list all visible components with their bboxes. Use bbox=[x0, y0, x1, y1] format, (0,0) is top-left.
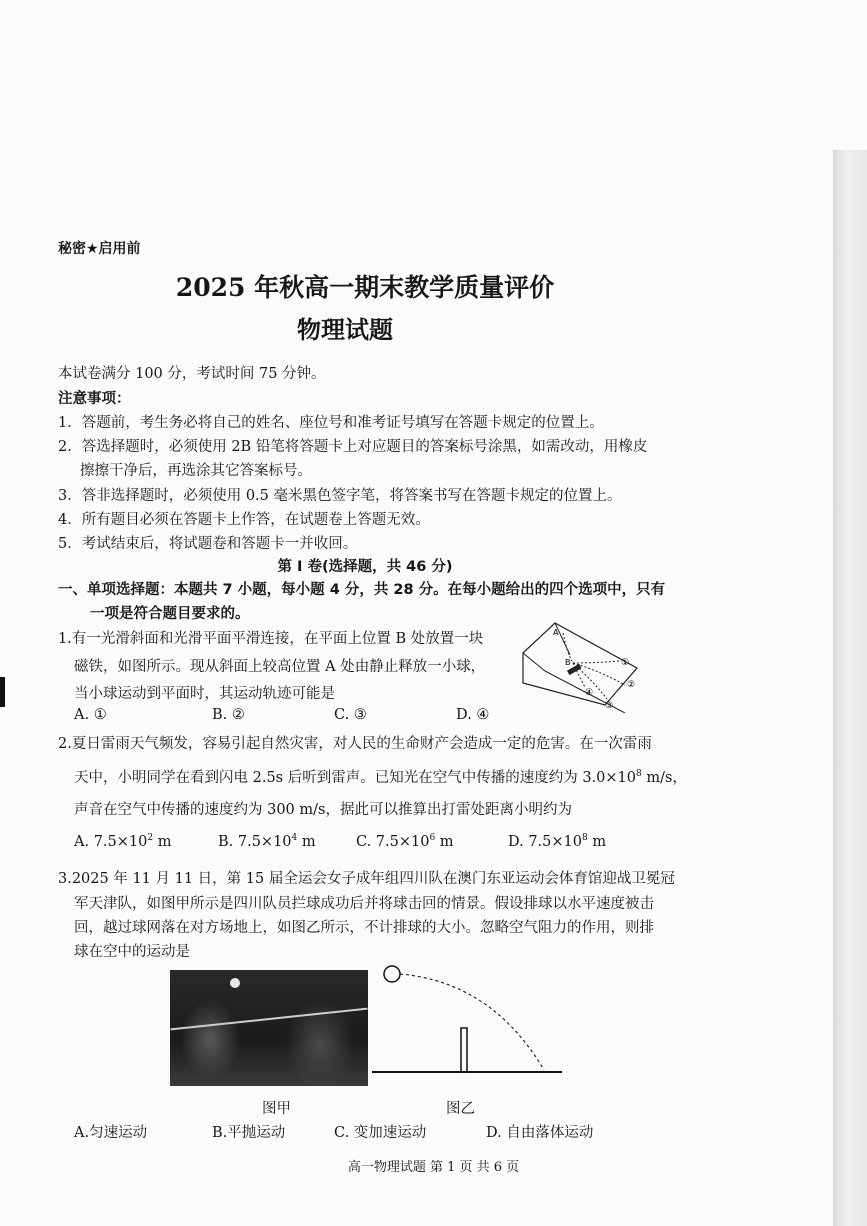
fig-a-caption: 图甲 bbox=[262, 1101, 291, 1117]
notice-item: 2．答选择题时，必须使用 2B 铅笔将答题卡上对应题目的答案标号涂黑，如需改动，用橡皮 bbox=[58, 439, 648, 455]
q1-option-d: D. ④ bbox=[456, 707, 490, 723]
q1-stem: 磁铁，如图所示。现从斜面上较高位置 A 处由静止释放一小球， bbox=[74, 659, 486, 675]
q1-incline-figure bbox=[515, 613, 645, 713]
exam-subtitle: 物理试题 bbox=[297, 315, 393, 344]
q2-option-a-unit: m bbox=[153, 833, 172, 850]
fig-b-caption: 图乙 bbox=[446, 1101, 475, 1117]
section-title: 第 I 卷(选择题，共 46 分) bbox=[277, 559, 453, 575]
volleyball-photo bbox=[170, 970, 368, 1086]
q2-option-c-unit: m bbox=[435, 833, 454, 850]
q2-option-b-unit: m bbox=[297, 833, 316, 850]
q3-stem: 军天津队，如图甲所示是四川队员拦球成功后并将球击回的情景。假设排球以水平速度被击 bbox=[74, 896, 654, 912]
q3-stem: 回，越过球网落在对方场地上，如图乙所示，不计排球的大小。忽略空气阻力的作用，则排 bbox=[74, 920, 654, 936]
q3-option-b: B.平抛运动 bbox=[212, 1125, 286, 1141]
net-line bbox=[170, 1008, 367, 1031]
q2-stem-exponent: 8 bbox=[636, 769, 642, 780]
q2-option-d-exp: 8 bbox=[582, 833, 588, 843]
volleyball-icon bbox=[230, 978, 240, 988]
q1-fig-label-1: ① bbox=[621, 658, 630, 668]
q1-fig-label-2: ② bbox=[627, 680, 636, 690]
q1-fig-label-4: ④ bbox=[585, 688, 594, 698]
part1-instructions-cont: 一项是符合题目要求的。 bbox=[90, 606, 250, 622]
q1-stem: 1.有一光滑斜面和光滑平面平滑连接，在平面上位置 B 处放置一块 bbox=[58, 631, 484, 647]
exam-title: 2025 年秋高一期末教学质量评价 bbox=[175, 273, 555, 302]
q2-option-b-text: B. 7.5×10 bbox=[218, 833, 292, 850]
q3-option-a: A.匀速运动 bbox=[74, 1125, 148, 1141]
paper-edge bbox=[833, 150, 867, 1226]
q2-stem-unit: m/s， bbox=[641, 770, 687, 786]
q2-stem-text: 天中，小明同学在看到闪电 2.5s 后听到雷声。已知光在空气中传播的速度约为 3.0×10 bbox=[74, 770, 636, 786]
q3-stem: 3.2025 年 11 月 11 日，第 15 届全运会女子成年组四川队在澳门东亚运动会体育馆迎战卫冕冠 bbox=[58, 871, 675, 887]
notice-item: 3．答非选择题时，必须使用 0.5 毫米黑色签字笔，将答案书写在答题卡规定的位置上。 bbox=[58, 488, 622, 504]
q1-stem: 当小球运动到平面时，其运动轨迹可能是 bbox=[74, 686, 335, 702]
q2-option-d-text: D. 7.5×10 bbox=[508, 833, 582, 850]
q2-option-d bbox=[508, 833, 606, 850]
q2-stem: 声音在空气中传播的速度约为 300 m/s，据此可以推算出打雷处距离小明约为 bbox=[74, 802, 572, 818]
trajectory-figure bbox=[372, 960, 564, 1080]
q3-stem: 球在空中的运动是 bbox=[74, 944, 190, 960]
q2-option-a-exp: 2 bbox=[147, 833, 154, 843]
notice-item: 5．考试结束后，将试题卷和答题卡一并收回。 bbox=[58, 536, 358, 552]
confidential-label: 秘密★启用前 bbox=[58, 241, 141, 257]
page-footer: 高一物理试题 第 1 页 共 6 页 bbox=[347, 1160, 520, 1175]
q2-option-a bbox=[74, 833, 171, 850]
q3-option-d: D. 自由落体运动 bbox=[486, 1125, 594, 1141]
q1-fig-label-b: B bbox=[565, 658, 571, 667]
q1-fig-label-a: A bbox=[553, 628, 559, 637]
scan-margin-mark bbox=[0, 677, 5, 707]
q1-option-c: C. ③ bbox=[334, 707, 367, 723]
q2-stem: 2.夏日雷雨天气频发，容易引起自然灾害，对人民的生命财产会造成一定的危害。在一次雷雨 bbox=[58, 736, 652, 752]
q2-option-c-exp: 6 bbox=[429, 833, 436, 843]
q1-option-a: A. ① bbox=[74, 707, 107, 723]
part1-instructions: 一、单项选择题：本题共 7 小题，每小题 4 分，共 28 分。在每小题给出的四个选项中，只有 bbox=[58, 582, 666, 598]
q1-fig-label-3: ③ bbox=[605, 701, 614, 711]
q2-stem-line2 bbox=[74, 766, 687, 787]
q2-option-c-text: C. 7.5×10 bbox=[356, 833, 430, 850]
notice-item: 擦擦干净后，再选涂其它答案标号。 bbox=[80, 463, 312, 479]
q2-option-a-text: A. 7.5×10 bbox=[74, 833, 148, 850]
exam-intro: 本试卷满分 100 分，考试时间 75 分钟。 bbox=[58, 366, 326, 382]
q2-option-b bbox=[218, 833, 316, 850]
notice-heading: 注意事项： bbox=[58, 391, 131, 407]
notice-item: 1．答题前，考生务必将自己的姓名、座位号和准考证号填写在答题卡规定的位置上。 bbox=[58, 415, 604, 431]
q3-option-c: C. 变加速运动 bbox=[334, 1125, 427, 1141]
q2-option-c bbox=[356, 833, 454, 850]
notice-item: 4．所有题目必须在答题卡上作答，在试题卷上答题无效。 bbox=[58, 512, 430, 528]
q2-option-d-unit: m bbox=[587, 833, 607, 850]
q1-option-b: B. ② bbox=[212, 707, 245, 723]
q2-option-b-exp: 4 bbox=[291, 833, 298, 843]
